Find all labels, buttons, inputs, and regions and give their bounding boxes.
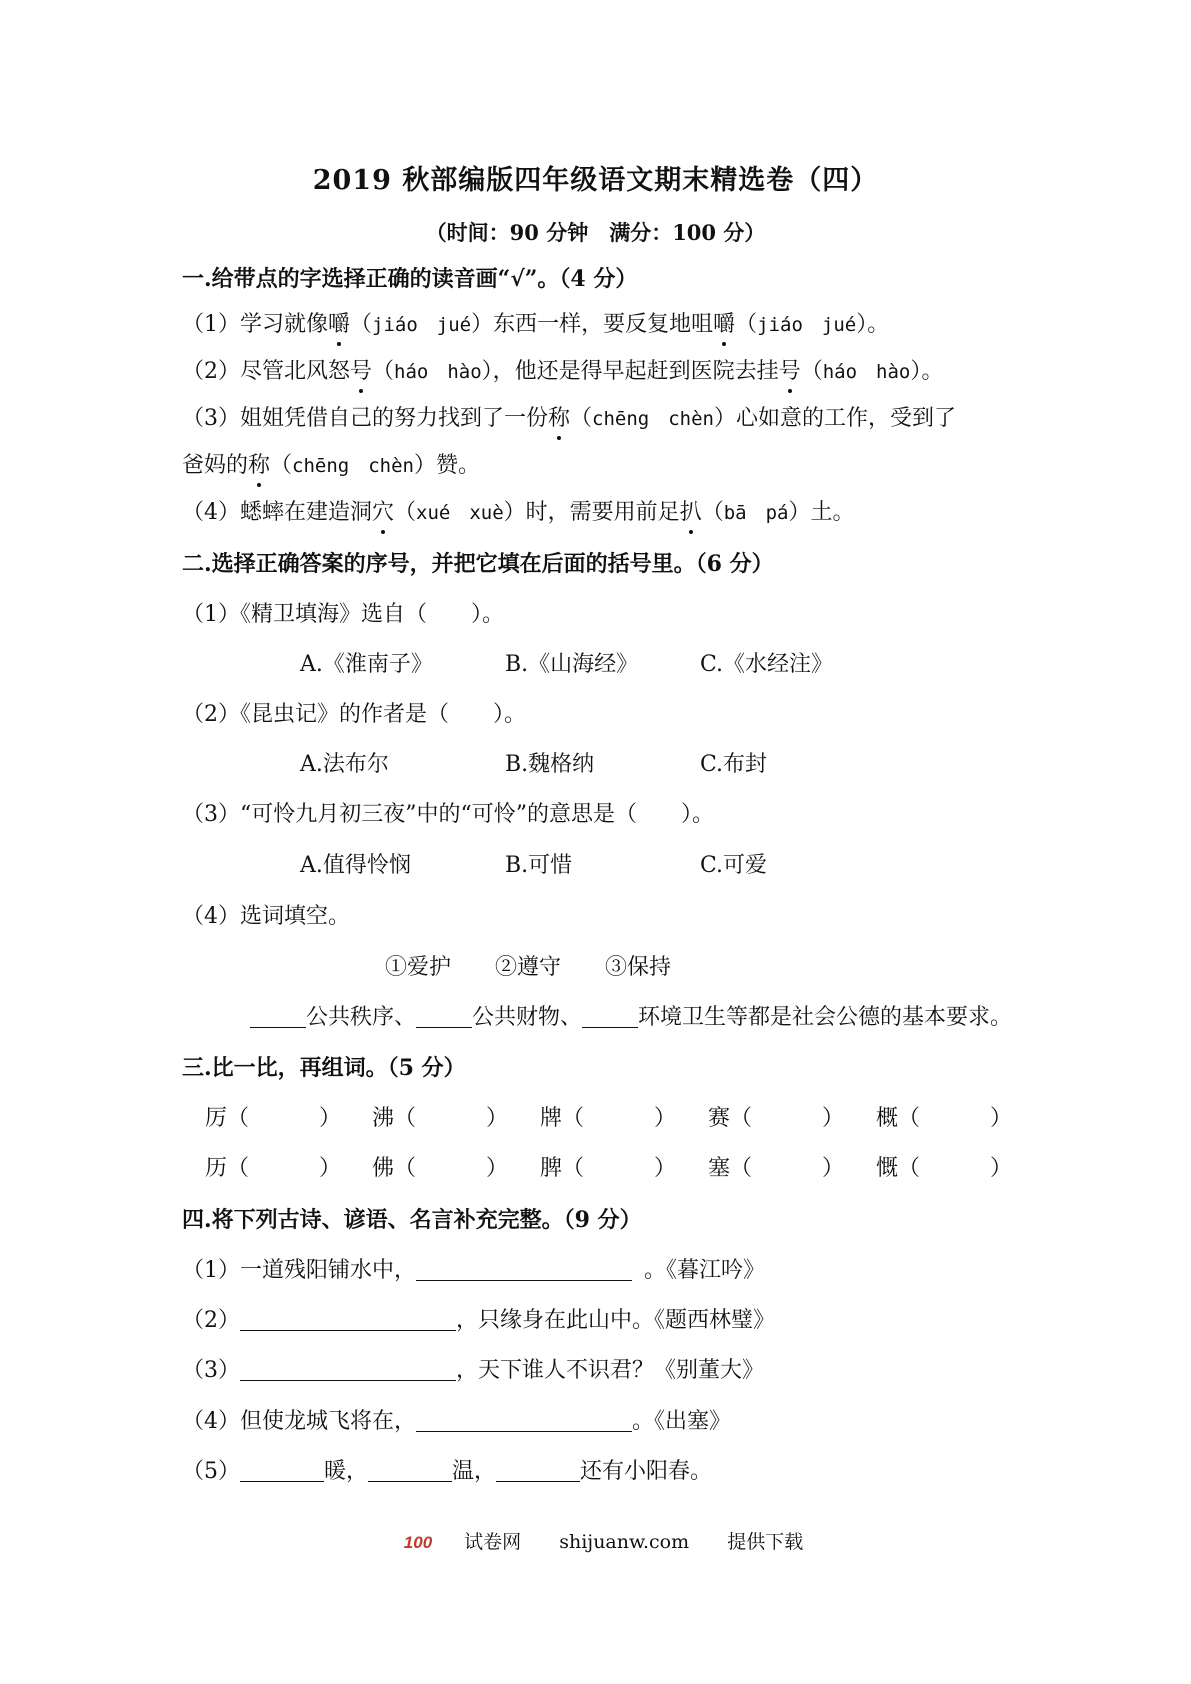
dotted-char: 嚼 xyxy=(328,310,350,340)
s4-q3: （3） ，天下谁人不识君？《别董大》 xyxy=(182,1358,765,1383)
s1-q4: （4）蟋蟀在建造洞穴（xué xuè）时，需要用前足扒（bā pá）土。 xyxy=(182,498,855,528)
pinyin-options[interactable]: jiáo jué xyxy=(372,314,472,336)
s2-q2-option-c[interactable]: C.布封 xyxy=(700,752,768,777)
pinyin-options[interactable]: bā pá xyxy=(723,502,789,524)
compare-cell[interactable]: 赛（ ） xyxy=(708,1106,845,1131)
section-2-heading: 二.选择正确答案的序号，并把它填在后面的括号里。（6 分） xyxy=(182,551,774,577)
s2-q1-option-b[interactable]: B.《山海经》 xyxy=(505,652,639,677)
page-subtitle: （时间：90 分钟 满分：100 分） xyxy=(425,220,766,245)
answer-blank[interactable] xyxy=(240,1459,324,1482)
s2-q1-option-a[interactable]: A.《淮南子》 xyxy=(300,652,433,677)
s1-q1: （1）学习就像嚼（jiáo jué）东西一样，要反复地咀嚼（jiáo jué）。 xyxy=(182,310,889,340)
compare-cell[interactable]: 概（ ） xyxy=(876,1106,1013,1131)
compare-cell[interactable]: 塞（ ） xyxy=(708,1156,845,1181)
section-1-heading: 一.给带点的字选择正确的读音画“√”。（4 分） xyxy=(182,266,638,292)
s1-q2: （2）尽管北风怒号（háo hào），他还是得早起赶到医院去挂号（háo hào）。 xyxy=(182,357,943,387)
answer-blank[interactable] xyxy=(416,1258,632,1281)
compare-cell[interactable]: 脾（ ） xyxy=(540,1156,677,1181)
dotted-char: 号 xyxy=(350,357,372,387)
pinyin-options[interactable]: xué xuè xyxy=(416,502,504,524)
s2-q4: （4）选词填空。 xyxy=(182,904,350,929)
compare-cell[interactable]: 厉（ ） xyxy=(205,1106,342,1131)
answer-blank[interactable] xyxy=(368,1459,452,1482)
s4-q4: （4）但使龙城飞将在， 。《出塞》 xyxy=(182,1409,732,1434)
s2-q1-option-c[interactable]: C.《水经注》 xyxy=(700,652,834,677)
pinyin-options[interactable]: háo hào xyxy=(394,361,482,383)
answer-blank[interactable] xyxy=(496,1459,580,1482)
answer-blank[interactable] xyxy=(416,1005,472,1028)
s2-q2: （2）《昆虫记》的作者是（ ）。 xyxy=(182,702,526,727)
dotted-char: 嚼 xyxy=(713,310,735,340)
s2-q3-option-a[interactable]: A.值得怜悯 xyxy=(300,853,411,878)
pinyin-options[interactable]: chēng chèn xyxy=(292,455,414,477)
answer-blank[interactable] xyxy=(416,1409,632,1432)
page-footer xyxy=(0,1527,1191,1554)
section-4-heading: 四.将下列古诗、谚语、名言补充完整。（9 分） xyxy=(182,1207,642,1233)
dotted-char: 称 xyxy=(548,404,570,434)
footer-note: 提供下载 xyxy=(727,1531,804,1553)
compare-cell[interactable]: 慨（ ） xyxy=(876,1156,1013,1181)
answer-blank[interactable] xyxy=(240,1308,456,1331)
s2-q3: （3）“可怜九月初三夜”中的“可怜”的意思是（ ）。 xyxy=(182,802,714,827)
s4-q5: （5） 暖， 温， 还有小阳春。 xyxy=(182,1459,713,1484)
compare-cell[interactable]: 沸（ ） xyxy=(372,1106,509,1131)
site-logo-icon: 100 xyxy=(403,1533,433,1552)
s4-q2: （2） ，只缘身在此山中。《题西林璧》 xyxy=(182,1308,776,1333)
s2-q2-option-a[interactable]: A.法布尔 xyxy=(300,752,389,777)
s2-q4-sentence: 公共秩序、 公共财物、 环境卫生等都是社会公德的基本要求。 xyxy=(250,1003,1012,1033)
pinyin-options[interactable]: jiáo jué xyxy=(757,314,857,336)
s1-q3: （3）姐姐凭借自己的努力找到了一份称（chēng chèn）心如意的工作，受到了 xyxy=(182,404,956,434)
compare-cell[interactable]: 牌（ ） xyxy=(540,1106,677,1131)
page-title: 2019 秋部编版四年级语文期末精选卷（四） xyxy=(312,165,879,196)
site-name: 试卷网 xyxy=(464,1531,522,1553)
answer-blank[interactable] xyxy=(250,1005,306,1028)
s4-q1: （1）一道残阳铺水中， 。《暮江吟》 xyxy=(182,1258,766,1283)
s2-q2-option-b[interactable]: B.魏格纳 xyxy=(505,752,595,777)
s2-q4-word-bank: ①爱护 ②遵守 ③保持 xyxy=(385,955,672,980)
dotted-char: 穴 xyxy=(372,498,394,528)
dotted-char: 称 xyxy=(248,451,270,481)
answer-blank[interactable] xyxy=(582,1005,638,1028)
dotted-char: 号 xyxy=(779,357,801,387)
s1-q3-cont: 爸妈的称（chēng chèn）赞。 xyxy=(182,451,480,481)
dotted-char: 扒 xyxy=(680,498,702,528)
s2-q3-option-b[interactable]: B.可惜 xyxy=(505,853,573,878)
pinyin-options[interactable]: háo hào xyxy=(822,361,911,383)
answer-blank[interactable] xyxy=(240,1358,456,1381)
s2-q3-option-c[interactable]: C.可爱 xyxy=(700,853,768,878)
section-3-heading: 三.比一比，再组词。（5 分） xyxy=(182,1055,466,1081)
compare-cell[interactable]: 历（ ） xyxy=(205,1156,342,1181)
s2-q1: （1）《精卫填海》选自（ ）。 xyxy=(182,602,504,627)
pinyin-options[interactable]: chēng chèn xyxy=(592,408,714,430)
compare-cell[interactable]: 佛（ ） xyxy=(372,1156,509,1181)
site-url[interactable]: shijuanw.com xyxy=(559,1531,690,1553)
